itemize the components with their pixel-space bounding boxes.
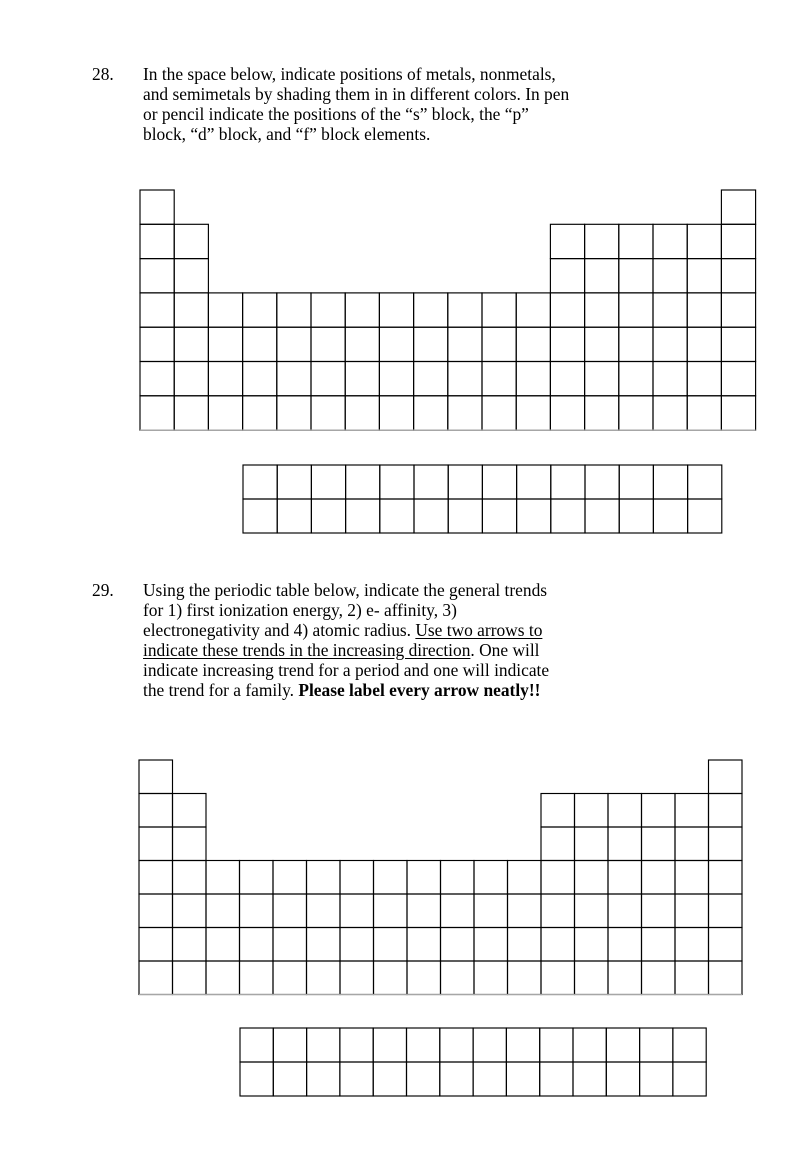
- element-cell: [482, 499, 516, 533]
- element-cell: [243, 396, 277, 430]
- element-cell: [550, 362, 584, 396]
- question-text-line: and semimetals by shading them in in different colors. In pen: [143, 84, 570, 104]
- element-cell: [414, 499, 448, 533]
- element-cell: [340, 928, 374, 962]
- element-cell: [709, 794, 743, 828]
- element-cell: [173, 861, 207, 895]
- element-cell: [675, 961, 709, 995]
- element-cell: [448, 499, 482, 533]
- element-cell: [373, 1062, 406, 1096]
- element-cell: [575, 928, 609, 962]
- element-cell: [277, 465, 311, 499]
- element-cell: [140, 293, 174, 327]
- element-cell: [508, 928, 542, 962]
- element-cell: [619, 499, 653, 533]
- element-cell: [721, 293, 755, 327]
- element-cell: [619, 224, 653, 258]
- element-cell: [709, 961, 743, 995]
- element-cell: [448, 362, 482, 396]
- element-cell: [506, 1062, 539, 1096]
- element-cell: [642, 961, 676, 995]
- element-cell: [139, 894, 173, 928]
- element-cell: [307, 928, 341, 962]
- element-cell: [619, 396, 653, 430]
- element-cell: [606, 1028, 639, 1062]
- element-cell: [139, 928, 173, 962]
- element-cell: [243, 362, 277, 396]
- element-cell: [585, 327, 619, 361]
- element-cell: [208, 327, 242, 361]
- element-cell: [379, 327, 413, 361]
- element-cell: [206, 961, 240, 995]
- element-cell: [345, 293, 379, 327]
- element-cell: [346, 499, 380, 533]
- element-cell: [174, 224, 208, 258]
- element-cell: [516, 293, 550, 327]
- bold-instruction: Please label every arrow neatly!!: [298, 680, 541, 700]
- element-cell: [311, 327, 345, 361]
- blank-f-block-table-2: [240, 1028, 706, 1096]
- element-cell: [687, 293, 721, 327]
- element-cell: [640, 1028, 673, 1062]
- element-cell: [240, 861, 274, 895]
- element-cell: [139, 794, 173, 828]
- element-cell: [240, 894, 274, 928]
- element-cell: [482, 465, 516, 499]
- element-cell: [653, 396, 687, 430]
- element-cell: [139, 861, 173, 895]
- element-cell: [273, 961, 307, 995]
- element-cell: [575, 861, 609, 895]
- element-cell: [340, 1028, 373, 1062]
- element-cell: [240, 928, 274, 962]
- element-cell: [721, 259, 755, 293]
- element-cell: [642, 861, 676, 895]
- element-cell: [709, 760, 743, 794]
- element-cell: [448, 293, 482, 327]
- element-cell: [506, 1028, 539, 1062]
- element-cell: [653, 327, 687, 361]
- element-cell: [474, 928, 508, 962]
- question-number: 29.: [92, 580, 114, 600]
- element-cell: [240, 1028, 273, 1062]
- element-cell: [482, 396, 516, 430]
- element-cell: [482, 293, 516, 327]
- element-cell: [345, 362, 379, 396]
- element-cell: [208, 293, 242, 327]
- element-cell: [608, 861, 642, 895]
- element-cell: [585, 224, 619, 258]
- element-cell: [474, 894, 508, 928]
- element-cell: [243, 499, 277, 533]
- question-text-line: indicate increasing trend for a period and one will indicate: [143, 660, 550, 680]
- element-cell: [575, 827, 609, 861]
- question-text-line: block, “d” block, and “f” block elements.: [143, 124, 431, 144]
- element-cell: [441, 961, 475, 995]
- element-cell: [273, 894, 307, 928]
- element-cell: [441, 894, 475, 928]
- element-cell: [721, 190, 755, 224]
- element-cell: [474, 861, 508, 895]
- element-cell: [673, 1062, 706, 1096]
- element-cell: [277, 327, 311, 361]
- element-cell: [541, 827, 575, 861]
- element-cell: [675, 861, 709, 895]
- element-cell: [140, 224, 174, 258]
- element-cell: [174, 327, 208, 361]
- element-cell: [311, 465, 345, 499]
- element-cell: [448, 327, 482, 361]
- element-cell: [174, 259, 208, 293]
- element-cell: [541, 894, 575, 928]
- element-cell: [345, 327, 379, 361]
- element-cell: [675, 794, 709, 828]
- element-cell: [541, 794, 575, 828]
- element-cell: [673, 1028, 706, 1062]
- element-cell: [573, 1062, 606, 1096]
- element-cell: [307, 1062, 340, 1096]
- element-cell: [721, 396, 755, 430]
- element-cell: [440, 1028, 473, 1062]
- question-text-line: for 1) first ionization energy, 2) e- affinity, 3): [143, 600, 457, 620]
- element-cell: [550, 259, 584, 293]
- element-cell: [277, 499, 311, 533]
- element-cell: [311, 396, 345, 430]
- element-cell: [642, 894, 676, 928]
- blank-f-block-table-1: [243, 465, 722, 533]
- element-cell: [441, 928, 475, 962]
- element-cell: [608, 894, 642, 928]
- element-cell: [721, 327, 755, 361]
- element-cell: [653, 362, 687, 396]
- element-cell: [608, 928, 642, 962]
- blank-periodic-table-2: [139, 760, 742, 995]
- element-cell: [277, 396, 311, 430]
- element-cell: [541, 928, 575, 962]
- element-cell: [619, 327, 653, 361]
- element-cell: [407, 1062, 440, 1096]
- element-cell: [508, 861, 542, 895]
- element-cell: [508, 894, 542, 928]
- element-cell: [516, 327, 550, 361]
- element-cell: [448, 465, 482, 499]
- element-cell: [407, 861, 441, 895]
- element-cell: [441, 861, 475, 895]
- element-cell: [516, 396, 550, 430]
- element-cell: [140, 396, 174, 430]
- element-cell: [550, 224, 584, 258]
- element-cell: [340, 961, 374, 995]
- element-cell: [139, 961, 173, 995]
- element-cell: [307, 1028, 340, 1062]
- element-cell: [482, 327, 516, 361]
- element-cell: [173, 827, 207, 861]
- element-cell: [414, 362, 448, 396]
- element-cell: [551, 465, 585, 499]
- element-cell: [517, 499, 551, 533]
- element-cell: [448, 396, 482, 430]
- element-cell: [243, 465, 277, 499]
- element-cell: [653, 499, 687, 533]
- element-cell: [440, 1062, 473, 1096]
- element-cell: [206, 928, 240, 962]
- element-cell: [709, 861, 743, 895]
- element-cell: [273, 928, 307, 962]
- element-cell: [474, 961, 508, 995]
- element-cell: [606, 1062, 639, 1096]
- element-cell: [379, 362, 413, 396]
- element-cell: [688, 465, 722, 499]
- element-cell: [473, 1062, 506, 1096]
- element-cell: [653, 293, 687, 327]
- element-cell: [721, 224, 755, 258]
- element-cell: [140, 362, 174, 396]
- element-cell: [585, 259, 619, 293]
- element-cell: [585, 396, 619, 430]
- element-cell: [140, 327, 174, 361]
- element-cell: [374, 861, 408, 895]
- element-cell: [414, 465, 448, 499]
- element-cell: [414, 327, 448, 361]
- element-cell: [240, 1062, 273, 1096]
- element-cell: [273, 1028, 306, 1062]
- element-cell: [508, 961, 542, 995]
- question-text-line: Using the periodic table below, indicate the general trends: [143, 580, 548, 600]
- element-cell: [173, 928, 207, 962]
- element-cell: [482, 362, 516, 396]
- element-cell: [139, 827, 173, 861]
- question-text-line: In the space below, indicate positions of metals, nonmetals,: [143, 64, 556, 84]
- element-cell: [407, 894, 441, 928]
- element-cell: [139, 760, 173, 794]
- element-cell: [619, 465, 653, 499]
- element-cell: [173, 961, 207, 995]
- element-cell: [608, 961, 642, 995]
- element-cell: [675, 928, 709, 962]
- element-cell: [642, 928, 676, 962]
- element-cell: [653, 224, 687, 258]
- element-cell: [311, 293, 345, 327]
- element-cell: [307, 894, 341, 928]
- element-cell: [709, 894, 743, 928]
- element-cell: [653, 259, 687, 293]
- element-cell: [273, 861, 307, 895]
- element-cell: [373, 1028, 406, 1062]
- element-cell: [240, 961, 274, 995]
- element-cell: [414, 396, 448, 430]
- element-cell: [585, 293, 619, 327]
- element-cell: [550, 327, 584, 361]
- element-cell: [640, 1062, 673, 1096]
- element-cell: [379, 396, 413, 430]
- element-cell: [619, 293, 653, 327]
- element-cell: [243, 293, 277, 327]
- element-cell: [550, 293, 584, 327]
- element-cell: [687, 327, 721, 361]
- element-cell: [653, 465, 687, 499]
- element-cell: [407, 1028, 440, 1062]
- element-cell: [687, 396, 721, 430]
- question-text-line: or pencil indicate the positions of the “s” block, the “p”: [143, 104, 529, 124]
- element-cell: [550, 396, 584, 430]
- underlined-instruction: indicate these trends in the increasing direction: [143, 640, 471, 660]
- element-cell: [174, 293, 208, 327]
- element-cell: [340, 1062, 373, 1096]
- element-cell: [206, 861, 240, 895]
- element-cell: [174, 362, 208, 396]
- element-cell: [208, 396, 242, 430]
- element-cell: [374, 894, 408, 928]
- element-cell: [551, 499, 585, 533]
- element-cell: [311, 362, 345, 396]
- element-cell: [517, 465, 551, 499]
- element-cell: [273, 1062, 306, 1096]
- element-cell: [608, 794, 642, 828]
- element-cell: [575, 961, 609, 995]
- element-cell: [541, 861, 575, 895]
- element-cell: [311, 499, 345, 533]
- blank-periodic-table-1: [140, 190, 756, 430]
- text-run: the trend for a family.: [143, 680, 299, 700]
- element-cell: [575, 794, 609, 828]
- element-cell: [709, 928, 743, 962]
- text-run: electronegativity and 4) atomic radius.: [143, 620, 416, 640]
- element-cell: [687, 224, 721, 258]
- element-cell: [174, 396, 208, 430]
- element-cell: [345, 396, 379, 430]
- element-cell: [585, 362, 619, 396]
- element-cell: [575, 894, 609, 928]
- element-cell: [277, 293, 311, 327]
- element-cell: [687, 362, 721, 396]
- element-cell: [374, 961, 408, 995]
- element-cell: [380, 465, 414, 499]
- element-cell: [407, 928, 441, 962]
- element-cell: [374, 928, 408, 962]
- element-cell: [721, 362, 755, 396]
- element-cell: [516, 362, 550, 396]
- element-cell: [709, 827, 743, 861]
- element-cell: [642, 827, 676, 861]
- element-cell: [208, 362, 242, 396]
- element-cell: [414, 293, 448, 327]
- element-cell: [619, 362, 653, 396]
- element-cell: [675, 827, 709, 861]
- element-cell: [380, 499, 414, 533]
- element-cell: [473, 1028, 506, 1062]
- element-cell: [407, 961, 441, 995]
- element-cell: [307, 961, 341, 995]
- element-cell: [277, 362, 311, 396]
- text-run: . One will: [470, 640, 540, 660]
- element-cell: [642, 794, 676, 828]
- element-cell: [573, 1028, 606, 1062]
- element-cell: [585, 499, 619, 533]
- element-cell: [206, 894, 240, 928]
- element-cell: [346, 465, 380, 499]
- element-cell: [340, 861, 374, 895]
- element-cell: [585, 465, 619, 499]
- element-cell: [140, 190, 174, 224]
- element-cell: [173, 894, 207, 928]
- element-cell: [619, 259, 653, 293]
- underlined-instruction: Use two arrows to: [415, 620, 543, 640]
- element-cell: [608, 827, 642, 861]
- element-cell: [243, 327, 277, 361]
- element-cell: [540, 1062, 573, 1096]
- element-cell: [675, 894, 709, 928]
- element-cell: [173, 794, 207, 828]
- element-cell: [307, 861, 341, 895]
- element-cell: [541, 961, 575, 995]
- element-cell: [687, 259, 721, 293]
- element-cell: [688, 499, 722, 533]
- element-cell: [340, 894, 374, 928]
- question-number: 28.: [92, 64, 114, 84]
- element-cell: [379, 293, 413, 327]
- element-cell: [140, 259, 174, 293]
- element-cell: [540, 1028, 573, 1062]
